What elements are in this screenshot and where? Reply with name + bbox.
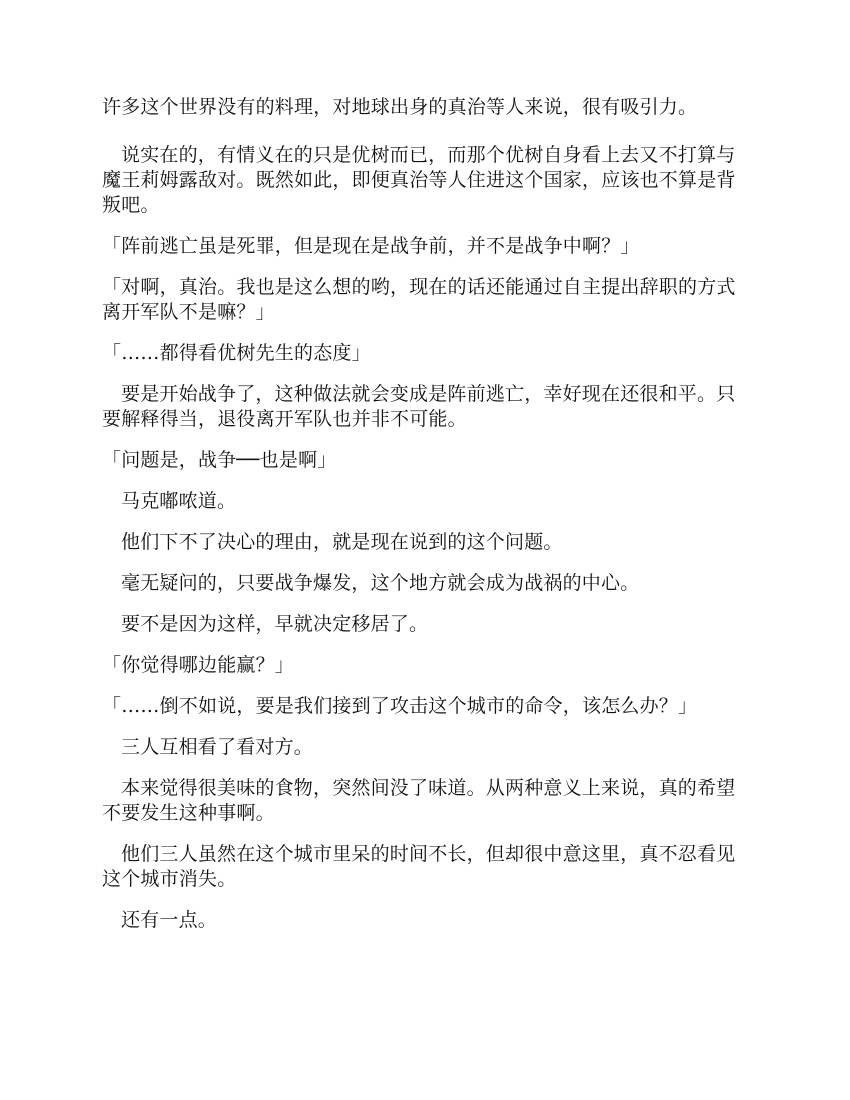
dialogue-line: 「……都得看优树先生的态度」 [102, 342, 371, 364]
paragraph: 他们三人虽然在这个城市里呆的时间不长，但却很中意这里，真不忍看见这个城市消失。 [102, 843, 736, 890]
paragraph: 他们下不了决心的理由，就是现在说到的这个问题。 [121, 531, 563, 553]
paragraph: 许多这个世界没有的料理，对地球出身的真治等人来说，很有吸引力。 [102, 96, 698, 118]
dialogue-line: 「阵前逃亡虽是死罪，但是现在是战争前，并不是战争中啊？」 [102, 235, 640, 257]
paragraph: 马克嘟哝道。 [121, 490, 237, 512]
dialogue-line: 「对啊，真治。我也是这么想的哟，现在的话还能通过自主提出辞职的方式离开军队不是嘛？」 [102, 276, 736, 323]
paragraph: 要不是因为这样，早就决定移居了。 [121, 613, 429, 635]
paragraph: 说实在的，有情义在的只是优树而已，而那个优树自身看上去又不打算与魔王莉姆露敌对。既然如此，即便真治等人住进这个国家，应该也不算是背叛吧。 [102, 144, 736, 216]
paragraph: 还有一点。 [121, 909, 218, 931]
dialogue-line: 「你觉得哪边能赢？」 [102, 654, 295, 676]
paragraph: 三人互相看了看对方。 [121, 736, 314, 758]
paragraph: 要是开始战争了，这种做法就会变成是阵前逃亡，幸好现在还很和平。只要解释得当，退役离开军队也并非不可能。 [102, 383, 736, 430]
paragraph: 毫无疑问的，只要战争爆发，这个地方就会成为战祸的中心。 [121, 572, 640, 594]
document-page [102, 95, 752, 949]
paragraph: 本来觉得很美味的食物，突然间没了味道。从两种意义上来说，真的希望不要发生这种事啊。 [102, 777, 736, 824]
dialogue-line: 「……倒不如说，要是我们接到了攻击这个城市的命令，该怎么办？」 [102, 695, 698, 717]
dialogue-line: 「问题是，战争──也是啊」 [102, 449, 337, 471]
